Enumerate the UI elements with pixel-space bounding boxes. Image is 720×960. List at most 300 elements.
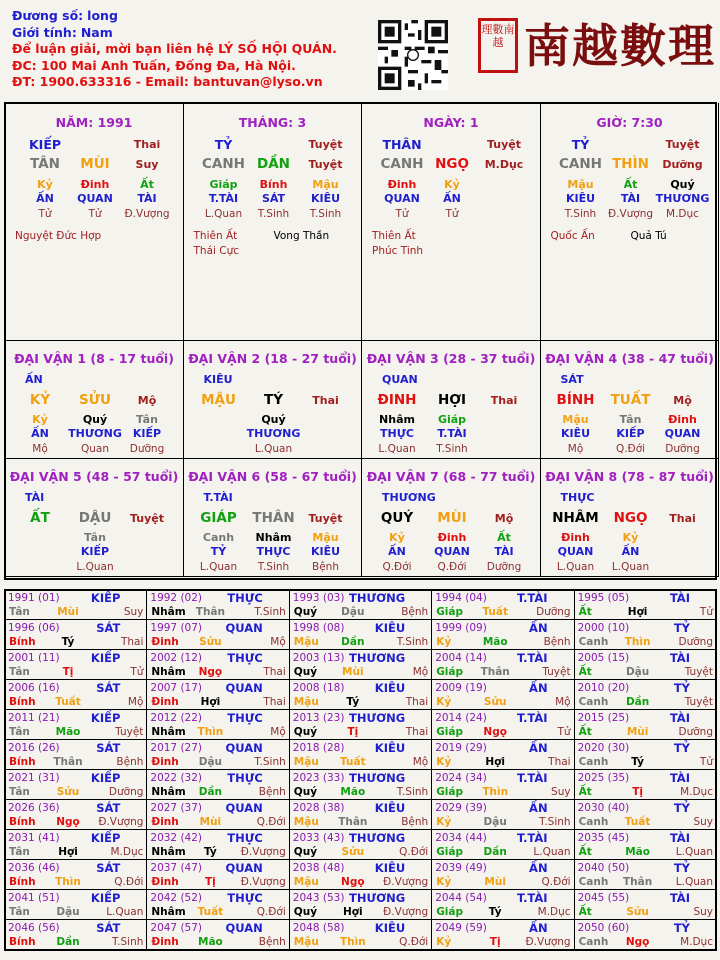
year-god: THỰC	[227, 711, 263, 725]
year-label: 2021 (31)	[8, 772, 60, 784]
dai-van-stage: Thai	[669, 512, 696, 525]
year-stage: M.Dục	[680, 786, 713, 798]
year-branch: Mùi	[199, 816, 222, 828]
year-stem: Đinh	[151, 636, 179, 648]
hidden-god: TÀI	[620, 192, 641, 205]
dai-van-cell	[5, 459, 184, 577]
year-branch: Hợi	[200, 696, 221, 708]
hidden-stem: Đinh	[387, 178, 417, 191]
year-cell	[432, 860, 574, 890]
pillar-god: KIẾP	[28, 137, 62, 152]
year-branch: Sửu	[199, 636, 222, 648]
pillar-cell	[184, 103, 363, 341]
year-stem: Bính	[9, 636, 36, 648]
hidden-stem: Ất	[497, 531, 511, 544]
year-stem: Canh	[578, 636, 609, 648]
hidden-stem: Kỷ	[389, 531, 405, 544]
hidden-god: QUAN	[384, 192, 420, 205]
year-branch: Dần	[341, 636, 365, 648]
year-label: 2045 (55)	[577, 892, 630, 904]
dai-van-stem: KỶ	[29, 392, 51, 408]
hidden-stage: T.Sinh	[257, 561, 290, 573]
year-stem: Quý	[293, 846, 318, 858]
year-stage: Bệnh	[258, 936, 286, 948]
dai-van-stage: Tuyệt	[129, 512, 165, 525]
year-branch: Tuất	[340, 756, 366, 768]
header-info	[12, 8, 337, 91]
year-label: 2008 (18)	[292, 682, 345, 694]
year-branch: Tý	[61, 636, 75, 648]
year-cell	[5, 770, 147, 800]
hidden-stem: Quý	[82, 413, 108, 426]
year-stage: Tuyệt	[542, 666, 571, 678]
year-branch: Dậu	[625, 666, 650, 678]
hidden-god: KIẾP	[80, 545, 110, 558]
pillar-branch: MÙI	[80, 156, 110, 172]
hidden-stem: Nhâm	[255, 531, 292, 544]
year-stage: Bệnh	[258, 786, 286, 798]
year-stage: Suy	[551, 786, 571, 798]
dai-van-stage: Thai	[312, 394, 339, 407]
owner-name: long	[87, 8, 118, 23]
year-stage: Mộ	[555, 696, 571, 708]
dai-van-god: QUAN	[382, 373, 418, 386]
year-stem: Tân	[9, 906, 30, 918]
year-label: 2024 (34)	[435, 772, 487, 784]
hidden-god: QUAN	[664, 427, 701, 440]
dai-van-branch: TUẤT	[610, 392, 651, 408]
year-stem: Tân	[9, 666, 30, 678]
dai-van-cell	[5, 341, 184, 459]
year-branch: Tuất	[197, 906, 224, 918]
year-god: SÁT	[96, 921, 121, 935]
dai-van-cell	[541, 341, 720, 459]
year-cell	[147, 830, 289, 860]
year-stem: Giáp	[436, 726, 464, 738]
year-label: 2022 (32)	[150, 772, 203, 784]
pillar-branch: THÌN	[612, 156, 649, 172]
hidden-stem: Tân	[84, 531, 106, 544]
hidden-stage: Bệnh	[312, 561, 339, 573]
hidden-stem: Tân	[136, 413, 158, 426]
year-cell	[290, 920, 432, 950]
year-cell	[5, 590, 147, 620]
hidden-stem: Mậu	[562, 413, 589, 426]
year-label: 2025 (35)	[577, 772, 630, 784]
dai-van-cell	[362, 341, 541, 459]
year-stem: Giáp	[436, 786, 464, 798]
year-stem: Đinh	[151, 696, 179, 708]
hidden-stage: Dưỡng	[129, 443, 165, 455]
pillar-stage: Thai	[133, 138, 161, 151]
hidden-god: THƯƠNG	[246, 427, 301, 440]
year-label: 2014 (24)	[435, 712, 487, 724]
year-cell	[290, 710, 432, 740]
hidden-god: QUAN	[557, 545, 594, 558]
hidden-stem: Kỷ	[444, 178, 460, 191]
year-branch: Dần	[56, 936, 80, 948]
year-cell	[147, 680, 289, 710]
year-label: 2037 (47)	[150, 862, 203, 874]
year-god: KIÊU	[374, 621, 406, 635]
year-stage: Thai	[263, 696, 286, 708]
year-stem: Kỷ	[436, 816, 452, 828]
year-branch: Thìn	[197, 726, 224, 738]
year-label: 2047 (57)	[150, 922, 203, 934]
year-stem: Giáp	[436, 846, 464, 858]
year-god: ẤN	[529, 801, 548, 815]
star: Quốc Ấn	[550, 230, 595, 242]
year-stem: Mậu	[293, 876, 319, 888]
year-stem: Tân	[9, 606, 30, 618]
hidden-stem: Ất	[140, 178, 154, 191]
year-god: SÁT	[96, 741, 121, 755]
year-branch: Tị	[347, 726, 359, 738]
year-label: 2012 (22)	[150, 712, 203, 724]
year-branch: Dậu	[483, 816, 507, 828]
year-branch: Mão	[482, 636, 508, 648]
year-branch: Tuất	[624, 816, 651, 828]
year-god: QUAN	[225, 861, 263, 875]
year-stem: Ất	[578, 786, 592, 798]
dai-van-cell	[184, 459, 363, 577]
year-god: QUAN	[225, 621, 263, 635]
hidden-stage: L.Quan	[378, 443, 416, 455]
hidden-god: QUAN	[434, 545, 470, 558]
hidden-stem: Kỷ	[622, 531, 639, 544]
dai-van-title: ĐẠI VẬN 8 (78 - 87 tuổi)	[545, 469, 714, 484]
year-god: SÁT	[96, 681, 121, 695]
pillar-god: TỶ	[571, 137, 590, 152]
year-cell	[575, 860, 717, 890]
year-god: THƯƠNG	[349, 711, 406, 725]
star: Thiên Ất	[372, 230, 416, 242]
dai-van-branch: NGỌ	[613, 510, 648, 526]
dai-van-cell	[362, 459, 541, 577]
year-stem: Canh	[578, 756, 609, 768]
hidden-god: KIÊU	[560, 427, 591, 440]
year-branch: Ngọ	[341, 876, 365, 888]
year-label: 2004 (14)	[435, 652, 487, 664]
hidden-god: ẤN	[443, 192, 461, 205]
year-god: KIÊU	[374, 921, 406, 935]
year-branch: Ngọ	[483, 726, 507, 738]
pillar-title: NGÀY: 1	[423, 115, 479, 130]
year-cell	[5, 860, 147, 890]
hidden-stage: Mộ	[567, 443, 584, 455]
year-stage: Suy	[123, 606, 144, 618]
year-branch: Tý	[204, 846, 217, 858]
year-stem: Bính	[9, 936, 36, 948]
star: Vong Thần	[273, 230, 330, 242]
year-stem: Giáp	[436, 606, 464, 618]
year-branch: Dần	[198, 786, 223, 798]
hidden-god: T.TÀI	[208, 192, 239, 205]
dai-van-god: ẤN	[25, 373, 43, 386]
year-god: T.TÀI	[516, 831, 548, 845]
year-stage: Thai	[405, 726, 429, 738]
contact-invite: Để luận giải, mời bạn liên hệ LÝ SỐ HỘI QUÁN.	[12, 41, 337, 56]
year-god: SÁT	[96, 621, 121, 635]
year-label: 2044 (54)	[435, 892, 487, 904]
year-stage: Thai	[548, 756, 571, 768]
year-stem: Mậu	[293, 816, 319, 828]
hidden-stem: Kỷ	[37, 178, 53, 191]
hidden-stage: L.Quan	[254, 443, 293, 455]
hidden-stage: T.Sinh	[309, 208, 342, 220]
star: Quả Tú	[630, 230, 667, 242]
year-cell	[5, 740, 147, 770]
hidden-stage: T.Sinh	[564, 208, 597, 220]
year-cell	[290, 590, 432, 620]
year-stage: Suy	[693, 906, 713, 918]
year-label: 1996 (06)	[8, 622, 60, 634]
year-cell	[575, 590, 717, 620]
year-god: THỰC	[227, 831, 263, 845]
year-stage: Mộ	[270, 636, 286, 648]
hidden-stage: T.Sinh	[257, 208, 290, 220]
year-branch: Dậu	[56, 906, 80, 918]
year-god: TỶ	[673, 861, 690, 875]
hidden-stage: Q.Đới	[437, 561, 467, 573]
dai-van-stem: QUÝ	[380, 510, 414, 526]
year-cell	[147, 890, 289, 920]
year-branch: Mùi	[57, 606, 79, 618]
dai-van-god: THỰC	[560, 491, 595, 504]
year-cell	[5, 830, 147, 860]
year-god: THỰC	[227, 771, 263, 785]
year-stem: Mậu	[293, 936, 319, 948]
star: Thiên Ất	[193, 230, 238, 242]
pillar-stage: Tuyệt	[665, 138, 700, 151]
hidden-stage: Dưỡng	[665, 443, 700, 455]
hidden-stage: T.Sinh	[436, 443, 468, 455]
year-cell	[147, 770, 289, 800]
year-cell	[432, 800, 574, 830]
pillar-cell	[5, 103, 184, 341]
year-cell	[147, 650, 289, 680]
year-cell	[290, 620, 432, 650]
year-label: 2006 (16)	[8, 682, 60, 694]
hidden-stem: Kỷ	[32, 413, 48, 426]
hidden-stem: Bính	[259, 178, 288, 191]
year-god: ẤN	[529, 921, 548, 935]
year-label: 2026 (36)	[8, 802, 60, 814]
year-cell	[432, 830, 574, 860]
hidden-god: KIÊU	[310, 192, 341, 205]
year-cell	[575, 650, 717, 680]
year-label: 1995 (05)	[577, 592, 630, 604]
dai-van-god: T.TÀI	[203, 491, 233, 504]
year-cell	[147, 860, 289, 890]
year-cell	[432, 890, 574, 920]
year-branch: Tý	[346, 696, 360, 708]
hidden-god: TÀI	[494, 545, 514, 558]
hidden-stage: Q.Đới	[382, 561, 412, 573]
year-god: T.TÀI	[516, 651, 548, 665]
year-label: 2003 (13)	[292, 652, 345, 664]
year-cell	[432, 920, 574, 950]
year-stem: Bính	[9, 876, 36, 888]
hidden-stem: Mậu	[312, 531, 339, 544]
year-branch: Mùi	[342, 666, 364, 678]
hidden-stem: Tân	[619, 413, 642, 426]
dai-van-cell	[541, 459, 720, 577]
year-stage: Đ.Vượng	[525, 936, 571, 948]
year-label: 2002 (12)	[150, 652, 203, 664]
year-stage: M.Dục	[537, 906, 571, 918]
year-cell	[432, 740, 574, 770]
year-stem: Đinh	[151, 936, 179, 948]
year-god: TỶ	[673, 801, 690, 815]
pillar-cell	[362, 103, 541, 341]
year-label: 2041 (51)	[8, 892, 60, 904]
year-stem: Canh	[578, 816, 609, 828]
year-label: 2031 (41)	[8, 832, 60, 844]
year-god: ẤN	[529, 681, 548, 695]
year-god: THƯƠNG	[349, 831, 406, 845]
year-label: 2032 (42)	[150, 832, 203, 844]
year-stage: Bệnh	[401, 816, 429, 828]
year-branch: Dần	[483, 846, 507, 858]
hidden-stem: Đinh	[80, 178, 110, 191]
hidden-stage: Tử	[88, 208, 102, 220]
year-branch: Mão	[55, 726, 81, 738]
year-label: 1998 (08)	[292, 622, 345, 634]
hidden-god: TÀI	[137, 192, 157, 205]
year-stem: Đinh	[151, 816, 179, 828]
dai-van-god: THƯƠNG	[382, 491, 436, 504]
hidden-stem: Mậu	[567, 178, 594, 191]
year-stem: Nhâm	[151, 606, 186, 618]
pillar-god: THÂN	[382, 137, 422, 152]
year-cell	[147, 710, 289, 740]
year-stem: Tân	[9, 726, 30, 738]
dai-van-stem: MẬU	[201, 392, 236, 408]
year-label: 2005 (15)	[577, 652, 630, 664]
year-stage: Tuyệt	[684, 666, 713, 678]
year-cell	[432, 770, 574, 800]
year-stage: Thai	[120, 636, 144, 648]
year-stage: Q.Đới	[399, 936, 429, 948]
year-stage: Thai	[405, 696, 429, 708]
hidden-stage: Đ.Vượng	[607, 208, 654, 220]
year-stem: Canh	[578, 696, 609, 708]
pillar-god: TỶ	[214, 137, 233, 152]
hidden-god: KIẾP	[616, 427, 645, 440]
year-stage: Dưỡng	[678, 636, 713, 648]
year-cell	[5, 920, 147, 950]
year-label: 2009 (19)	[435, 682, 487, 694]
year-branch: Sửu	[626, 906, 649, 918]
dai-van-stage: Mộ	[494, 512, 514, 525]
year-label: 2010 (20)	[577, 682, 630, 694]
hidden-stage: Tử	[38, 208, 52, 220]
star: Nguyệt Đức Hợp	[15, 230, 102, 242]
year-god: TÀI	[669, 831, 690, 845]
year-cell	[290, 650, 432, 680]
pillar-stem: CANH	[202, 156, 245, 172]
year-stage: Q.Đới	[541, 876, 571, 888]
year-branch: Tị	[632, 786, 643, 798]
dai-van-branch: THÂN	[252, 510, 295, 526]
year-branch: Sửu	[56, 786, 80, 798]
pillar-title: THÁNG: 3	[238, 115, 307, 130]
pillar-stem: TÂN	[30, 156, 60, 172]
year-label: 2023 (33)	[292, 772, 345, 784]
year-label: 2043 (53)	[292, 892, 345, 904]
year-stage: Tuyệt	[115, 726, 144, 738]
year-cell	[147, 620, 289, 650]
year-god: QUAN	[225, 681, 263, 695]
year-label: 2000 (10)	[577, 622, 630, 634]
year-cell	[147, 800, 289, 830]
year-stage: Mộ	[270, 726, 286, 738]
year-label: 2035 (45)	[577, 832, 630, 844]
year-stem: Kỷ	[436, 756, 452, 768]
hidden-god: ẤN	[388, 545, 406, 558]
dai-van-branch: MÙI	[437, 510, 467, 526]
year-god: THỰC	[227, 891, 263, 905]
year-stage: Bệnh	[543, 636, 571, 648]
year-label: 2050 (60)	[577, 922, 630, 934]
year-branch: Sửu	[483, 696, 507, 708]
dai-van-title: ĐẠI VẬN 5 (48 - 57 tuổi)	[9, 469, 179, 484]
year-cell	[432, 680, 574, 710]
year-label: 2033 (43)	[292, 832, 345, 844]
year-label: 2046 (56)	[8, 922, 60, 934]
year-branch: Tị	[205, 876, 216, 888]
dai-van-title: ĐẠI VẬN 4 (38 - 47 tuổi)	[545, 351, 714, 366]
year-god: ẤN	[529, 621, 548, 635]
hidden-stage: L.Quan	[199, 561, 238, 573]
year-branch: Ngọ	[198, 666, 223, 678]
year-stem: Tân	[9, 846, 30, 858]
hidden-god: KIÊU	[310, 545, 341, 558]
year-stage: Suy	[693, 816, 713, 828]
dai-van-stem: BÍNH	[556, 392, 595, 408]
year-god: TỶ	[673, 681, 690, 695]
year-branch: Tị	[489, 936, 501, 948]
year-stage: Đ.Vượng	[240, 846, 286, 858]
pillar-stage: Tuyệt	[308, 138, 343, 151]
year-god: T.TÀI	[516, 711, 548, 725]
gender-label: Giới tính:	[12, 24, 77, 40]
hidden-stem: Quý	[670, 178, 695, 191]
year-stem: Nhâm	[151, 906, 186, 918]
year-stage: Tử	[557, 726, 571, 738]
dai-van-god: TÀI	[25, 491, 45, 504]
year-cell	[290, 890, 432, 920]
pillar-stage: Dưỡng	[662, 158, 703, 171]
year-stage: Đ.Vượng	[240, 876, 286, 888]
year-branch: Thân	[195, 606, 225, 618]
year-stem: Kỷ	[436, 876, 452, 888]
hidden-god: T.TÀI	[437, 427, 467, 440]
seal-stamp: 理數南越	[478, 18, 518, 73]
year-branch: Thìn	[482, 786, 509, 798]
year-stage: Q.Đới	[399, 846, 429, 858]
year-branch: Mão	[625, 846, 650, 858]
year-stem: Đinh	[151, 756, 179, 768]
year-stem: Nhâm	[151, 666, 186, 678]
year-branch: Dậu	[198, 756, 223, 768]
hidden-stage: L.Quan	[556, 561, 595, 573]
year-branch: Sửu	[341, 846, 365, 858]
year-stem: Quý	[293, 786, 318, 798]
pillar-branch: DẦN	[257, 156, 290, 172]
year-cell	[575, 620, 717, 650]
